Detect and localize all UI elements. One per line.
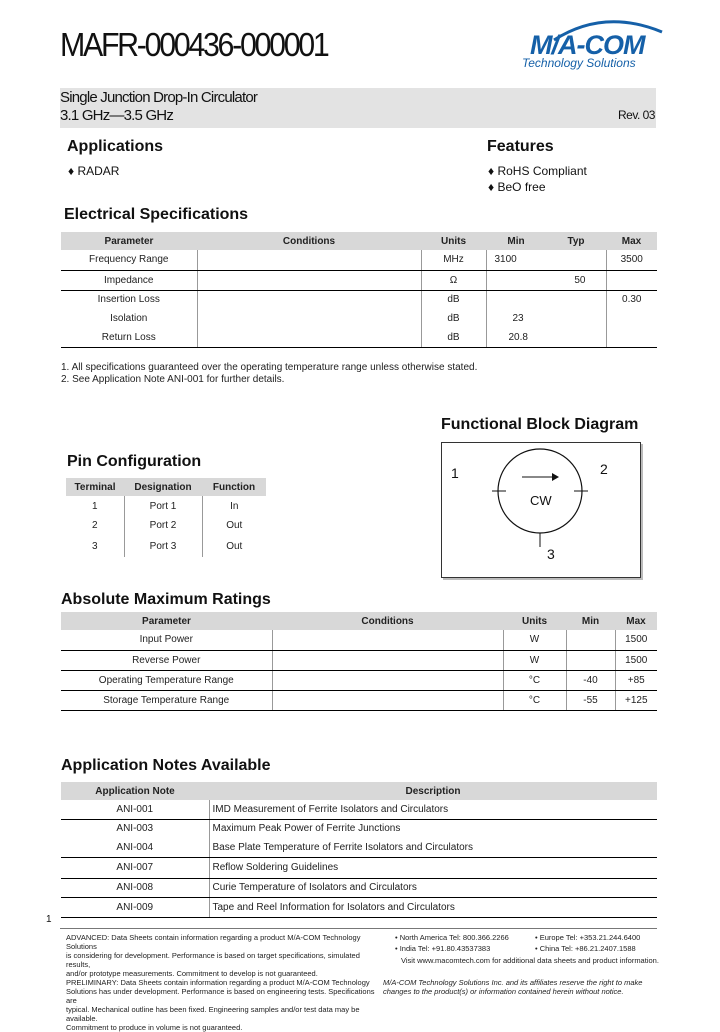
appnotes-table (61, 782, 657, 918)
table-cell: 1500 (615, 630, 657, 650)
table-cell: dB (421, 290, 486, 309)
circulator-symbol-icon (442, 443, 640, 577)
table-cell: 1500 (615, 650, 657, 670)
table-row (66, 535, 266, 557)
table-cell: +85 (615, 670, 657, 690)
table-cell (197, 290, 421, 309)
table-cell: Reverse Power (61, 650, 272, 670)
note: 1. All specifications guaranteed over the operating temperature range unless otherwise stated. (61, 362, 478, 373)
column-header: Function (202, 478, 266, 496)
table-cell: dB (421, 328, 486, 347)
table-cell (606, 309, 657, 328)
table-cell (272, 650, 503, 670)
table-row (61, 328, 657, 347)
electrical-specs-heading: Electrical Specifications (64, 206, 249, 223)
table-row (61, 897, 657, 917)
disclaimer-line: is considering for development. Performance is based on target specifications, simulated results, (66, 951, 360, 969)
macom-logo (522, 14, 662, 74)
revision: Rev. 03 (618, 108, 655, 122)
disclaimer-line: typical. Mechanical outline has been fixed. Engineering samples and/or test data may be available. (66, 1005, 360, 1023)
table-row (61, 290, 657, 309)
table-cell: °C (503, 690, 566, 710)
table-cell: IMD Measurement of Ferrite Isolators and Circulators (209, 800, 657, 819)
table-cell: 23 (486, 309, 546, 328)
table-cell: Reflow Soldering Guidelines (209, 857, 657, 878)
table-header-row (61, 782, 657, 800)
table-cell: ANI-008 (61, 878, 209, 897)
column-header: Max (606, 232, 657, 250)
rotation-label: CW (530, 493, 552, 508)
table-cell (546, 290, 606, 309)
contact-europe: • Europe Tel: +353.21.244.6400 (535, 933, 641, 942)
table-cell (486, 290, 546, 309)
table-cell (272, 630, 503, 650)
port-2-label: 2 (600, 461, 608, 477)
table-cell: Return Loss (61, 328, 197, 347)
applications-heading: Applications (67, 138, 164, 155)
table-cell: Input Power (61, 630, 272, 650)
table-cell: +125 (615, 690, 657, 710)
table-cell (546, 250, 606, 270)
feature-item: ♦ RoHS Compliant (488, 164, 587, 178)
page-number: 1 (46, 914, 52, 925)
block-diagram (441, 442, 641, 578)
table-cell: -40 (566, 670, 615, 690)
table-cell: MHz (421, 250, 486, 270)
feature-item: ♦ BeO free (488, 180, 546, 194)
table-row (66, 516, 266, 535)
column-header: Designation (124, 478, 202, 496)
ratings-heading: Absolute Maximum Ratings (61, 591, 271, 608)
table-cell: ANI-001 (61, 800, 209, 819)
disclaimer-line: Solutions has under development. Performance is based on engineering tests. Specifications are (66, 987, 375, 1005)
block-diagram-heading: Functional Block Diagram (441, 416, 639, 433)
table-cell: 20.8 (486, 328, 546, 347)
table-cell: Tape and Reel Information for Isolators and Circulators (209, 897, 657, 917)
appnotes-heading: Application Notes Available (61, 757, 271, 774)
table-header-row (61, 612, 657, 630)
product-title: Single Junction Drop-In Circulator (60, 89, 258, 106)
table-row (61, 819, 657, 838)
table-cell (197, 250, 421, 270)
table-cell (272, 670, 503, 690)
ratings-table (61, 612, 657, 711)
table-cell (566, 630, 615, 650)
rights-notice: changes to the product(s) or information contained herein without notice. (383, 987, 624, 996)
table-row (61, 838, 657, 857)
disclaimer-line: PRELIMINARY: Data Sheets contain information regarding a product M/A-COM Technology (66, 978, 370, 987)
table-cell: 3500 (606, 250, 657, 270)
table-cell: Curie Temperature of Isolators and Circulators (209, 878, 657, 897)
column-header: Conditions (197, 232, 421, 250)
table-cell (606, 270, 657, 290)
table-row (61, 270, 657, 290)
table-cell: -55 (566, 690, 615, 710)
table-cell: ANI-007 (61, 857, 209, 878)
table-cell: 2 (91, 520, 98, 531)
table-row (61, 878, 657, 897)
table-cell: Storage Temperature Range (61, 690, 272, 710)
part-number: MAFR-000436-000001 (60, 26, 328, 63)
frequency-range: 3.1 GHz—3.5 GHz (60, 107, 174, 124)
table-cell (197, 309, 421, 328)
table-row (61, 650, 657, 670)
table-cell: Maximum Peak Power of Ferrite Junctions (209, 819, 657, 838)
table-cell (272, 690, 503, 710)
column-header: Max (615, 612, 657, 630)
table-row (61, 690, 657, 710)
contact-china: • China Tel: +86.21.2407.1588 (535, 944, 636, 953)
table-cell (197, 328, 421, 347)
note: 2. See Application Note ANI-001 for further details. (61, 374, 285, 385)
column-header: Description (209, 782, 657, 800)
electrical-specs-table (61, 232, 657, 348)
contact-north-america: • North America Tel: 800.366.2266 (395, 933, 509, 942)
table-cell (606, 328, 657, 347)
disclaimer-line: Commitment to produce in volume is not guaranteed. (66, 1023, 243, 1032)
table-cell: dB (421, 309, 486, 328)
table-row (61, 670, 657, 690)
application-item: ♦ RADAR (68, 164, 120, 178)
table-cell: Operating Temperature Range (61, 670, 272, 690)
footer-disclaimer (66, 933, 386, 1032)
column-header: Parameter (61, 232, 197, 250)
table-cell: 50 (546, 270, 606, 290)
column-header: Typ (546, 232, 606, 250)
table-cell (566, 650, 615, 670)
footer-divider (60, 928, 657, 929)
logo-brand: M/A-COM (530, 30, 645, 60)
table-cell: 3100 (486, 250, 546, 270)
table-header-row (66, 478, 266, 496)
table-cell: ANI-009 (61, 897, 209, 917)
table-cell: Impedance (61, 270, 197, 290)
table-cell: ANI-004 (61, 838, 209, 857)
rights-notice: M/A-COM Technology Solutions Inc. and its affiliates reserve the right to make (383, 978, 643, 987)
table-cell: Port 1 (124, 496, 202, 516)
table-cell: W (503, 630, 566, 650)
table-cell: Port 3 (124, 535, 202, 557)
features-heading: Features (487, 138, 554, 155)
column-header: Application Note (61, 782, 209, 800)
website-link[interactable]: Visit www.macomtech.com for additional data sheets and product information. (401, 956, 659, 965)
table-row (61, 630, 657, 650)
table-cell: W (503, 650, 566, 670)
logo-tagline: Technology Solutions (522, 56, 636, 70)
spec-notes (61, 362, 477, 386)
table-cell: In (202, 496, 266, 516)
column-header: Terminal (66, 478, 124, 496)
table-row (61, 250, 657, 270)
table-row (66, 496, 266, 516)
table-cell: Isolation (110, 313, 148, 324)
column-header: Min (486, 232, 546, 250)
port-3-label: 3 (547, 546, 555, 562)
table-cell (546, 309, 606, 328)
column-header: Min (566, 612, 615, 630)
disclaimer-line: and/or prototype measurements. Commitment to develop is not guaranteed. (66, 969, 318, 978)
column-header: Parameter (61, 612, 272, 630)
table-row (61, 309, 657, 328)
disclaimer-line: ADVANCED: Data Sheets contain information regarding a product M/A-COM Technology Solutions (66, 933, 361, 951)
column-header: Units (421, 232, 486, 250)
table-cell: 3 (91, 540, 98, 552)
table-cell: Out (202, 516, 266, 535)
table-cell: ANI-003 (116, 823, 154, 835)
contact-india: • India Tel: +91.80.43537383 (395, 944, 491, 953)
table-cell: Base Plate Temperature of Ferrite Isolators and Circulators (209, 838, 657, 857)
table-cell: Out (202, 535, 266, 557)
table-cell: Ω (421, 270, 486, 290)
table-cell (546, 328, 606, 347)
pin-config-table (66, 478, 266, 557)
table-cell: 0.30 (606, 290, 657, 309)
port-1-label: 1 (451, 465, 459, 481)
table-cell: Frequency Range (61, 250, 197, 270)
table-cell: Insertion Loss (97, 294, 160, 306)
table-cell (197, 270, 421, 290)
table-cell: °C (503, 670, 566, 690)
table-cell (486, 270, 546, 290)
table-header-row (61, 232, 657, 250)
table-row (61, 857, 657, 878)
table-cell: 1 (91, 500, 98, 512)
column-header: Units (503, 612, 566, 630)
pin-config-heading: Pin Configuration (67, 453, 202, 470)
table-cell: Port 2 (124, 516, 202, 535)
table-row (61, 800, 657, 819)
column-header: Conditions (272, 612, 503, 630)
